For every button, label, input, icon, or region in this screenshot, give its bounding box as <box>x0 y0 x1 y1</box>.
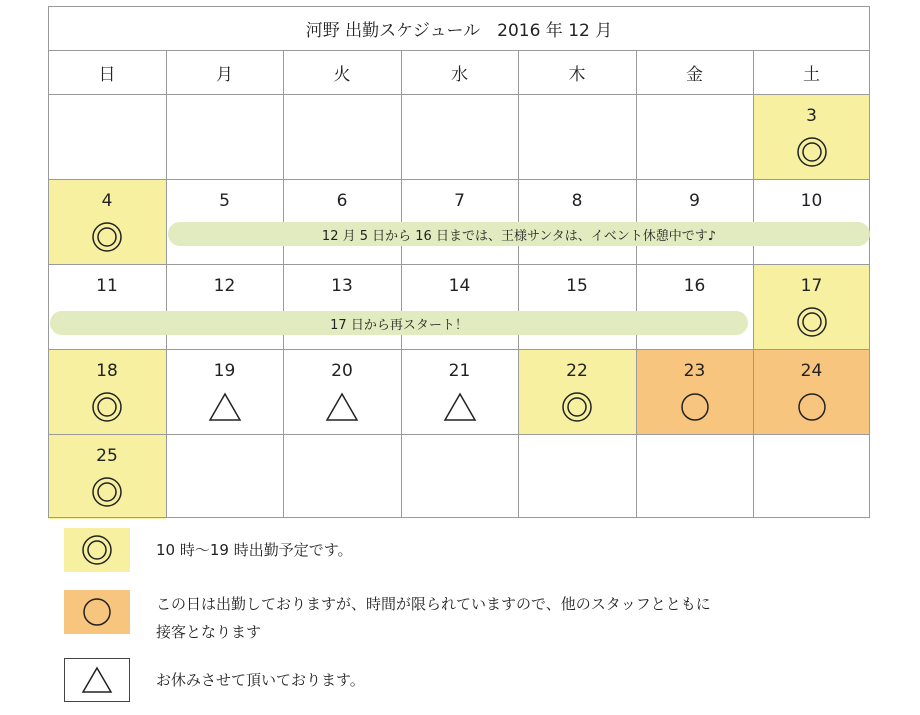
day-number: 6 <box>336 191 348 211</box>
grid-line <box>48 6 870 7</box>
availability-mark <box>401 387 518 427</box>
legend-text-partial-day <box>156 590 711 646</box>
double-circle-icon <box>89 474 125 510</box>
availability-mark <box>636 387 753 427</box>
legend-circle <box>64 590 130 634</box>
legend-swatch-partial-day <box>64 590 130 634</box>
day-number: 19 <box>213 361 236 381</box>
grid-line <box>166 50 167 518</box>
circle-icon <box>79 594 115 630</box>
legend-text-full-day: 10 時〜19 時出勤予定です。 <box>156 541 353 559</box>
availability-mark <box>753 132 870 172</box>
day-number: 15 <box>566 276 588 296</box>
triangle-icon <box>207 389 243 425</box>
circle-icon <box>677 389 713 425</box>
grid-line <box>48 50 870 51</box>
legend-text-partial-line1: この日は出勤しておりますが、時間が限られていますので、他のスタッフとともに <box>156 595 711 613</box>
day-number: 5 <box>219 191 230 211</box>
grid-line <box>48 517 870 518</box>
double-circle-icon <box>89 219 125 255</box>
day-number: 13 <box>331 276 353 296</box>
grid-line <box>518 50 519 518</box>
day-number: 14 <box>448 276 471 296</box>
day-number: 16 <box>683 276 706 296</box>
day-number: 3 <box>806 106 817 126</box>
day-number: 20 <box>331 361 353 381</box>
weekday-label: 日 <box>98 64 116 85</box>
day-number: 24 <box>800 361 823 381</box>
grid-line <box>636 50 637 518</box>
availability-mark <box>48 387 166 427</box>
day-number: 11 <box>96 276 118 296</box>
day-number: 18 <box>96 361 118 381</box>
availability-mark <box>166 387 283 427</box>
banner-restart-notice: 17 日から再スタート！ <box>50 311 748 335</box>
double-circle-icon <box>89 389 125 425</box>
weekday-label: 月 <box>216 64 233 85</box>
banner-break-notice: 12 月 5 日から 16 日までは、王様サンタは、イベント休憩中です♪ <box>168 222 870 246</box>
legend-double-circle <box>64 528 130 572</box>
grid-line <box>401 50 402 518</box>
legend-triangle <box>64 658 130 702</box>
grid-line <box>48 6 49 518</box>
double-circle-icon <box>794 134 830 170</box>
day-number: 9 <box>689 191 700 211</box>
day-number: 8 <box>571 191 583 211</box>
schedule-calendar <box>48 6 870 518</box>
double-circle-icon <box>79 532 115 568</box>
weekday-label: 水 <box>451 64 468 85</box>
triangle-icon <box>324 389 360 425</box>
grid-line <box>48 434 870 435</box>
legend-text-partial-line2: 接客となります <box>156 623 262 641</box>
grid-line <box>283 50 284 518</box>
weekday-label: 木 <box>568 64 586 85</box>
weekday-label: 金 <box>686 64 703 85</box>
weekday-label: 土 <box>803 64 820 85</box>
availability-mark <box>753 387 870 427</box>
triangle-icon <box>442 389 478 425</box>
day-number: 17 <box>800 276 823 296</box>
day-number: 22 <box>566 361 588 381</box>
day-number: 10 <box>800 191 823 211</box>
day-number: 23 <box>683 361 706 381</box>
grid-line <box>753 50 754 518</box>
day-number: 21 <box>448 361 471 381</box>
weekday-label: 火 <box>333 64 351 85</box>
grid-line <box>869 6 870 518</box>
legend-text-day-off: お休みさせて頂いております。 <box>156 671 365 689</box>
day-number: 4 <box>101 191 113 211</box>
double-circle-icon <box>794 304 830 340</box>
availability-mark <box>753 302 870 342</box>
legend-swatch-full-day <box>64 528 130 572</box>
grid-line <box>48 349 870 350</box>
circle-icon <box>794 389 830 425</box>
double-circle-icon <box>559 389 595 425</box>
grid-line <box>48 264 870 265</box>
grid-line <box>48 94 870 95</box>
legend-swatch-day-off <box>64 658 130 702</box>
availability-mark <box>518 387 636 427</box>
grid-line <box>48 179 870 180</box>
calendar-title: 河野 出勤スケジュール 2016 年 12 月 <box>305 20 613 41</box>
availability-mark <box>283 387 401 427</box>
day-number: 12 <box>213 276 236 296</box>
availability-mark <box>48 472 166 512</box>
day-number: 25 <box>96 446 118 466</box>
availability-mark <box>48 217 166 257</box>
triangle-icon <box>79 662 115 698</box>
day-number: 7 <box>454 191 465 211</box>
